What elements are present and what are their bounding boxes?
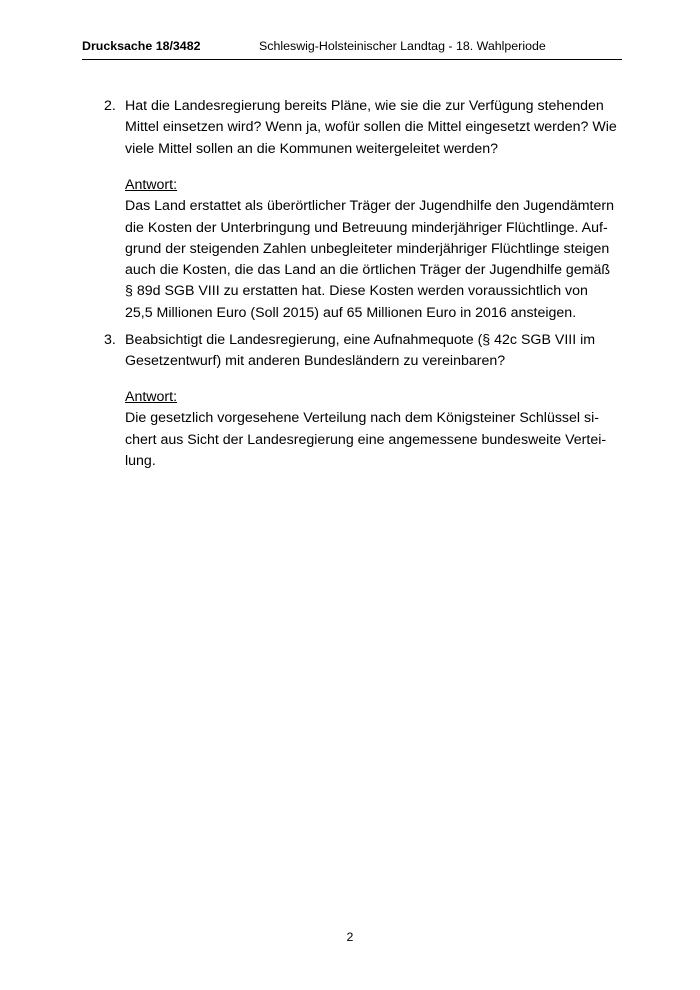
question-line: Hat die Landesregierung bereits Pläne, wie sie die zur Verfügung stehenden [125, 98, 604, 114]
question-line: Mittel einsetzen wird? Wenn ja, wofür sollen die Mittel eingesetzt werden? Wie [125, 119, 617, 136]
answer-line: Die gesetzlich vorgesehene Verteilung nach dem Königsteiner Schlüssel si- [125, 410, 599, 427]
question-line: Beabsichtigt die Landesregierung, eine Aufnahmequote (§ 42c SGB VIII im [125, 332, 596, 348]
question-number: 2. [104, 98, 116, 114]
parliament-title: Schleswig-Holsteinischer Landtag - 18. Wahlperiode [259, 39, 546, 53]
question-text [125, 96, 625, 160]
question-text [125, 330, 625, 373]
page-number: 2 [346, 930, 354, 944]
document-number: Drucksache 18/3482 [82, 39, 201, 53]
answer-2 [125, 175, 625, 324]
answer-line: 25,5 Millionen Euro (Soll 2015) auf 65 Millionen Euro in 2016 ansteigen. [125, 304, 577, 321]
answer-label: Antwort: [125, 389, 178, 405]
answer-line: lung. [125, 452, 156, 469]
answer-label: Antwort: [125, 177, 178, 193]
question-line: viele Mittel sollen an die Kommunen weitergeleitet werden? [125, 140, 499, 157]
answer-line: Das Land erstattet als überörtlicher Träger der Jugendhilfe den Jugendämtern [125, 198, 614, 215]
answer-line: chert aus Sicht der Landesregierung eine angemessene bundesweite Vertei- [125, 431, 607, 448]
answer-line: grund der steigenden Zahlen unbegleiteter minderjähriger Flüchtlinge steigen [125, 240, 610, 257]
answer-line: die Kosten der Unterbringung und Betreuung minderjähriger Flüchtlinge. Auf- [125, 219, 608, 236]
answer-3 [125, 387, 625, 472]
page-header [82, 39, 622, 59]
answer-line: auch die Kosten, die das Land an die örtlichen Träger der Jugendhilfe gemäß [125, 262, 611, 279]
question-line: Gesetzentwurf) mit anderen Bundesländern zu vereinbaren? [125, 353, 506, 370]
question-number: 3. [104, 332, 116, 348]
answer-line: § 89d SGB VIII zu erstatten hat. Diese Kosten werden voraussichtlich von [125, 283, 588, 300]
header-divider [82, 59, 622, 60]
